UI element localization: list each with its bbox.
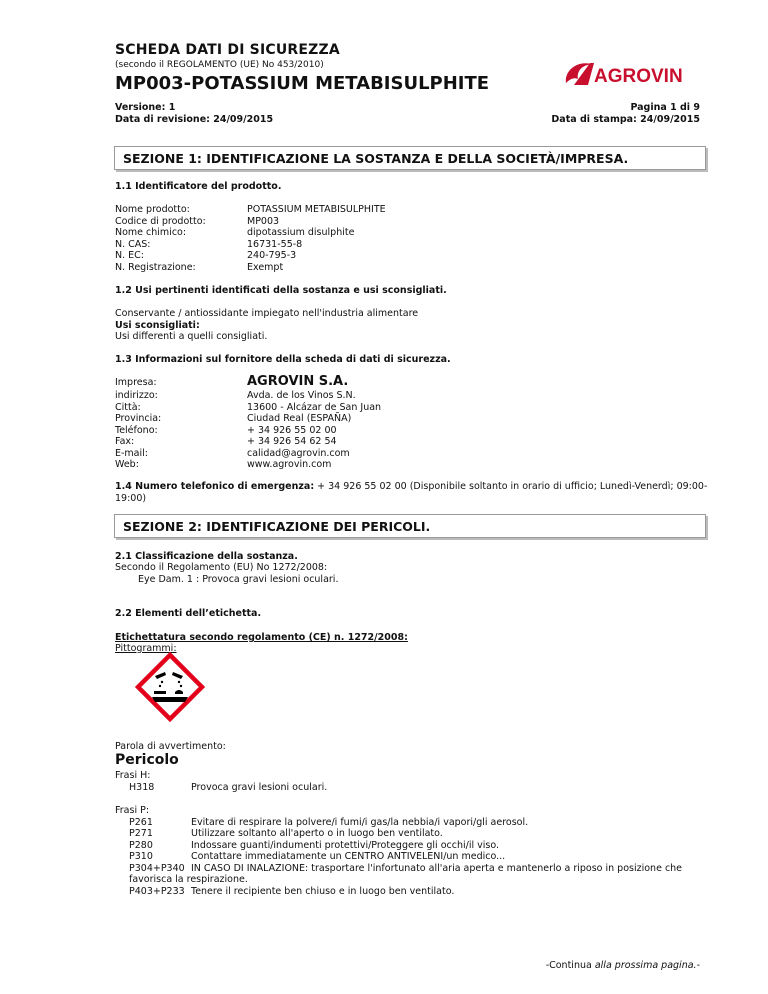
revision-date: Data di revisione: 24/09/2015 xyxy=(115,114,274,125)
emergency-label: 1.4 Numero telefonico di emergenza: xyxy=(115,481,315,492)
kv-row: Web: www.agrovin.com xyxy=(115,459,332,470)
s13-title: 1.3 Informazioni sul fornitore della scheda di dati di sicurezza. xyxy=(115,354,451,365)
supplier-table xyxy=(115,374,381,471)
not-recommended-label: Usi sconsigliati: xyxy=(115,319,200,331)
h-phrases-label: Frasi H: xyxy=(115,770,151,781)
signal-word: Pericolo xyxy=(115,752,179,768)
h-phrase-row: H318 Provoca gravi lesioni oculari. xyxy=(129,781,328,793)
logo-text: AGROVIN xyxy=(594,66,683,87)
emergency-phone xyxy=(115,481,710,504)
web-link[interactable]: www.agrovin.com xyxy=(247,459,332,470)
page-block xyxy=(551,102,700,126)
kv-row: Nome chimico: dipotassium disulphite xyxy=(115,227,355,238)
kv-row: E-mail: calidad@agrovin.com xyxy=(115,447,350,459)
kv-row: indirizzo: Avda. de los Vinos S.N. xyxy=(115,390,356,401)
kv-row: Teléfono: + 34 926 55 02 00 xyxy=(115,424,337,436)
kv-row: N. CAS: 16731-55-8 xyxy=(115,238,303,250)
p-phrase-row: P403+P233 Tenere il recipiente ben chiuso e in luogo ben ventilato. xyxy=(129,885,455,897)
p-phrase-continuation: favorisca la respirazione. xyxy=(129,874,248,885)
doc-subtitle: (secondo il REGOLAMENTO (UE) No 453/2010) xyxy=(115,60,324,70)
signal-word-label: Parola di avvertimento: xyxy=(115,741,226,752)
print-date: Data di stampa: 24/09/2015 xyxy=(551,114,700,125)
version: Versione: 1 xyxy=(115,102,176,113)
page-number: Pagina 1 di 9 xyxy=(630,102,700,113)
kv-row: Fax: + 34 926 54 62 54 xyxy=(115,436,337,447)
kv-row: Provincia: Ciudad Real (ESPAÑA) xyxy=(115,413,352,424)
not-recommended-text: Usi differenti a quelli consigliati. xyxy=(115,331,268,342)
classification-line: Eye Dam. 1 : Provoca gravi lesioni oculari. xyxy=(138,573,339,585)
product-title: MP003-POTASSIUM METABISULPHITE xyxy=(115,73,490,94)
kv-row: N. Registrazione: Exempt xyxy=(115,261,284,273)
kv-row: Città: 13600 - Alcázar de San Juan xyxy=(115,401,382,413)
h-phrases xyxy=(115,770,327,793)
classification-block xyxy=(115,562,338,585)
label-regulation: Etichettatura secondo regolamento (CE) n. 1272/2008: xyxy=(115,632,408,643)
section-2-heading: SEZIONE 2: IDENTIFICAZIONE DEI PERICOLI. xyxy=(114,514,706,538)
email-link[interactable]: calidad@agrovin.com xyxy=(247,447,350,459)
s12-title: 1.2 Usi pertinenti identificati della sostanza e usi sconsigliati. xyxy=(115,285,447,296)
continuation-note: -Continua alla prossima pagina.- xyxy=(545,960,700,971)
company-name: AGROVIN S.A. xyxy=(247,374,349,389)
corrosion-pictogram-icon xyxy=(135,652,205,722)
classification-line: Secondo il Regolamento (EU) No 1272/2008: xyxy=(115,562,328,573)
p-phrase-row: P280 Indossare guanti/indumenti protettivi/Proteggere gli occhi/il viso. xyxy=(129,839,500,851)
section-1-heading: SEZIONE 1: IDENTIFICAZIONE LA SOSTANZA E DELLA SOCIETÀ/IMPRESA. xyxy=(114,146,706,170)
s11-title: 1.1 Identificatore del prodotto. xyxy=(115,181,282,192)
doc-title: SCHEDA DATI DI SICUREZZA xyxy=(115,42,340,58)
emergency-text: + 34 926 55 02 00 (Disponibile soltanto in orario di ufficio; Lunedì-Venerdì; 09:00- xyxy=(314,481,708,492)
p-phrase-row: P304+P340 IN CASO DI INALAZIONE: trasportare l'infortunato all'aria aperta e mantenerlo a riposo in posizione che xyxy=(129,862,683,874)
kv-row: Codice di prodotto: MP003 xyxy=(115,215,280,227)
product-identifier-table xyxy=(115,204,386,273)
agrovin-logo xyxy=(560,55,700,95)
pictograms-label: Pittogrammi: xyxy=(115,643,177,654)
p-phrases-label: Frasi P: xyxy=(115,805,150,816)
version-block xyxy=(115,102,273,126)
company-row: Impresa: AGROVIN S.A. xyxy=(115,374,349,389)
s21-title: 2.1 Classificazione della sostanza. xyxy=(115,551,298,562)
p-phrase-row: P310 Contattare immediatamente un CENTRO ANTIVELENI/un medico... xyxy=(129,851,506,862)
use-text: Conservante / antiossidante impiegato nell'industria alimentare xyxy=(115,308,419,319)
p-phrases xyxy=(115,805,715,897)
kv-row: N. EC: 240-795-3 xyxy=(115,250,297,261)
uses-block xyxy=(115,308,418,343)
p-phrase-row: P261 Evitare di respirare la polvere/i fumi/i gas/la nebbia/i vapori/gli aerosol. xyxy=(129,816,529,828)
kv-row: Nome prodotto: POTASSIUM METABISULPHITE xyxy=(115,204,386,215)
s22-title: 2.2 Elementi dell’etichetta. xyxy=(115,608,262,619)
emergency-text-2: 19:00) xyxy=(115,492,147,504)
p-phrase-row: P271 Utilizzare soltanto all'aperto o in luogo ben ventilato. xyxy=(129,828,443,839)
